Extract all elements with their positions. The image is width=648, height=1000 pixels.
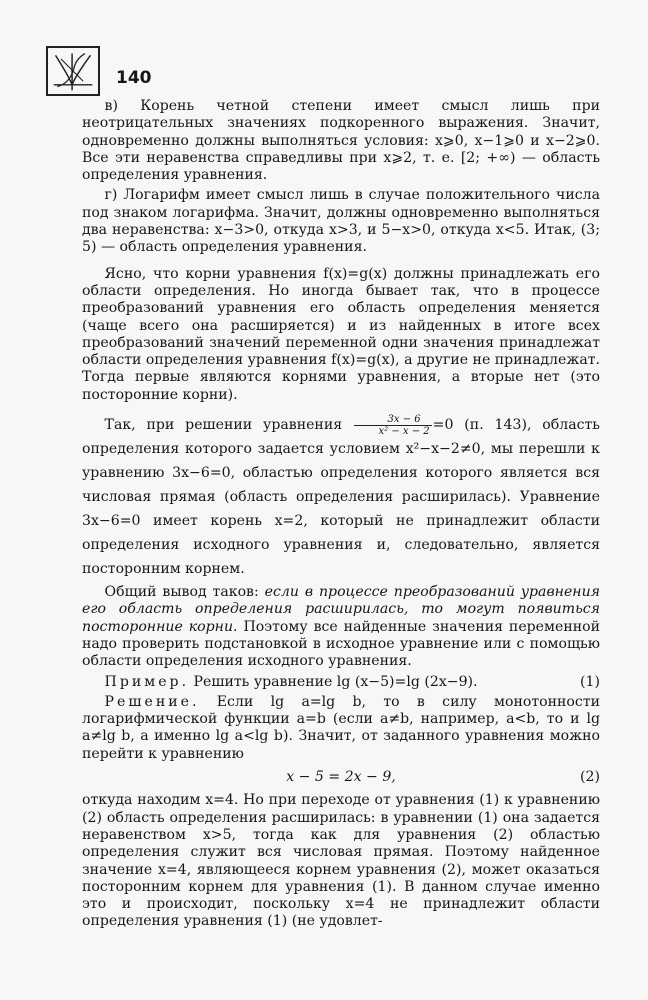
fraction-numerator: 3x − 6 [354, 414, 432, 426]
equation-tag-2: (2) [580, 769, 600, 786]
equation-tag-1: (1) [580, 673, 600, 690]
solution-text: Если lg a=lg b, то в силу монотонности логарифмической функции a=b (если a≠b, например, a<b, то и lg a≠lg b, а именно lg a<lg b). Значит, от заданного уравнения можно перейти к уравнению [82, 693, 601, 762]
general-conclusion: если в процессе преобразований уравнения его область определения расширилась, то могут появиться посторонние корни. [82, 584, 600, 635]
paragraph-g: г) Логарифм имеет смысл лишь в случае положительного числа под знаком логарифма. Значит, должны одновременно выполняться два неравенства: x−3>0, откуда x>3, и 5−x>0, откуда x<5. Итак, (3; 5) — область определения уравнения. [82, 187, 600, 256]
fraction-denominator: x² − x − 2 [378, 425, 430, 437]
general-intro: Общий вывод таков: [104, 584, 259, 601]
paragraph-solution [82, 694, 600, 763]
paragraph-example-fraction [82, 413, 600, 581]
page-number: 140 [116, 68, 152, 88]
equation-2 [82, 769, 600, 786]
fraction-intro: Так, при решении уравнения [104, 417, 343, 434]
fraction-continuation: =0 (п. 143), область определения которого задается условием x²−x−2≠0, мы перешли к уравнению 3x−6=0, областью определения которого является вся числовая прямая (область определения расширилась). Уравнение 3x−6=0 имеет корень x=2, который не принадлежит области определения исходного уравнения и, следовательно, является посторонним корнем. [82, 417, 600, 578]
example-label: Пример. [104, 673, 190, 690]
paragraph-example [82, 674, 600, 691]
equation-2-body: x − 5 = 2x − 9, [286, 769, 396, 786]
paragraph-roots: Ясно, что корни уравнения f(x)=g(x) должны принадлежать его области определения. Но иногда бывает так, что в процессе преобразований уравнения его область определения меняется (чаще всего она расширяется) и из найденных в итоге всех преобразований значений переменной одни значения принадлежат области определения уравнения f(x)=g(x), а другие не принадлежат. Тогда первые являются корнями уравнения, а вторые нет (это посторонние корни). [82, 265, 600, 403]
body-text [82, 98, 600, 934]
fraction [354, 414, 432, 437]
logo-graphic [48, 48, 98, 94]
solution-label: Решение. [104, 693, 200, 710]
paragraph-general [82, 584, 600, 670]
graph-curves-icon [46, 46, 100, 96]
paragraph-final: откуда находим x=4. Но при переходе от уравнения (1) к уравнению (2) область определения расширилась: в уравнении (1) она задается неравенством x>5, тогда как для уравнения (2) областью определения служит вся числовая прямая. Поэтому найденное значение x=4, являющееся корнем уравнения (2), может оказаться посторонним корнем для уравнения (1). В данном случае именно это и происходит, поскольку x=4 не принадлежит области определения уравнения (1) (не удовлет- [82, 792, 600, 930]
paragraph-v: в) Корень четной степени имеет смысл лишь при неотрицательных значениях подкоренного выражения. Значит, одновременно должны выполняться условия: x⩾0, x−1⩾0 и x−2⩾0. Все эти неравенства справедливы при x⩾2, т. е. [2; +∞) — область определения уравнения. [82, 98, 600, 184]
general-advice: Поэтому все найденные значения переменной надо проверить подстановкой в исходное уравнение или с помощью области определения исходного уравнения. [82, 618, 600, 670]
example-text: Решить уравнение lg (x−5)=lg (2x−9). [193, 673, 478, 690]
